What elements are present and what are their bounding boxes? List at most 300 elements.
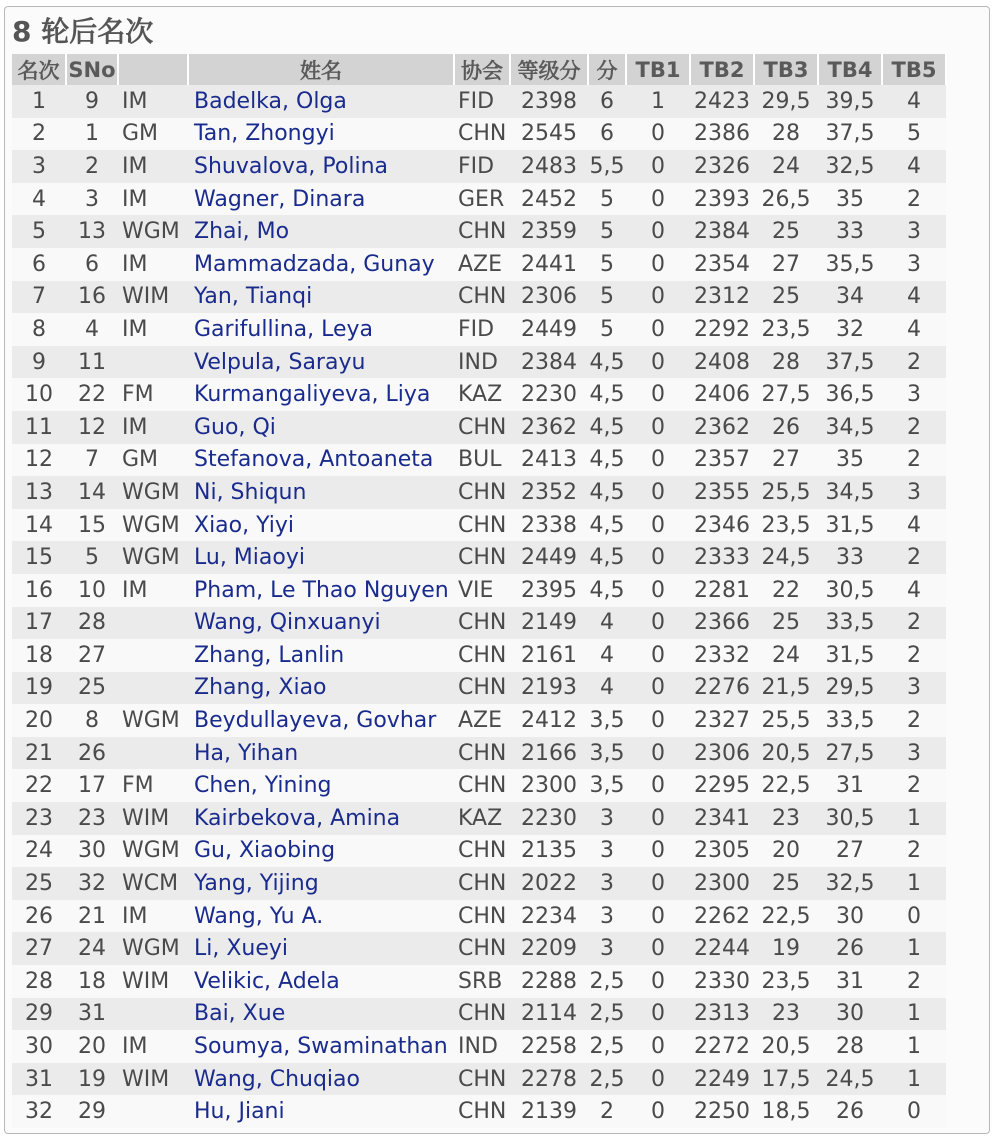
cell-federation: CHN (454, 639, 510, 672)
cell-title: FM (118, 378, 188, 411)
cell-tb4: 34,5 (818, 476, 882, 509)
cell-points: 4 (588, 639, 626, 672)
cell-points: 4,5 (588, 444, 626, 477)
cell-rank: 25 (12, 867, 66, 900)
cell-tb2: 2327 (690, 704, 754, 737)
cell-tb3: 25,5 (754, 476, 818, 509)
cell-points: 3 (588, 802, 626, 835)
cell-tb2: 2384 (690, 215, 754, 248)
cell-tb5: 2 (882, 835, 946, 868)
cell-rank: 1 (12, 85, 66, 118)
cell-tb4: 26 (818, 932, 882, 965)
table-row (12, 672, 946, 705)
cell-tb4: 33 (818, 215, 882, 248)
cell-title (118, 1095, 188, 1128)
cell-tb2: 2249 (690, 1063, 754, 1096)
cell-title (118, 737, 188, 770)
cell-tb5: 3 (882, 737, 946, 770)
player-name-link[interactable]: Xiao, Yiyi (188, 509, 454, 542)
cell-tb2: 2276 (690, 672, 754, 705)
player-name-link[interactable]: Chen, Yining (188, 769, 454, 802)
cell-sno: 29 (66, 1095, 118, 1128)
header-points[interactable]: 分 (588, 54, 626, 85)
player-name-link[interactable]: Zhang, Lanlin (188, 639, 454, 672)
cell-tb4: 27,5 (818, 737, 882, 770)
cell-federation: CHN (454, 998, 510, 1031)
cell-tb5: 2 (882, 444, 946, 477)
cell-tb3: 26 (754, 411, 818, 444)
cell-sno: 28 (66, 607, 118, 640)
player-name-link[interactable]: Stefanova, Antoaneta (188, 444, 454, 477)
table-row (12, 541, 946, 574)
cell-tb1: 0 (626, 215, 690, 248)
cell-federation: CHN (454, 867, 510, 900)
cell-title: IM (118, 574, 188, 607)
cell-sno: 31 (66, 998, 118, 1031)
cell-sno: 1 (66, 118, 118, 151)
table-row (12, 215, 946, 248)
cell-title: IM (118, 411, 188, 444)
player-name-link[interactable]: Zhai, Mo (188, 215, 454, 248)
cell-title (118, 346, 188, 379)
table-row (12, 444, 946, 477)
cell-tb3: 22,5 (754, 900, 818, 933)
cell-sno: 12 (66, 411, 118, 444)
cell-sno: 4 (66, 313, 118, 346)
cell-tb1: 0 (626, 150, 690, 183)
cell-title (118, 639, 188, 672)
cell-tb5: 3 (882, 215, 946, 248)
table-row (12, 85, 946, 118)
cell-points: 4,5 (588, 476, 626, 509)
cell-title (118, 607, 188, 640)
table-row (12, 118, 946, 151)
cell-rank: 13 (12, 476, 66, 509)
cell-tb2: 2272 (690, 1030, 754, 1063)
cell-tb1: 0 (626, 1063, 690, 1096)
cell-tb3: 27 (754, 444, 818, 477)
cell-tb4: 34 (818, 281, 882, 314)
player-name-link[interactable]: Pham, Le Thao Nguyen (188, 574, 454, 607)
table-row (12, 1030, 946, 1063)
cell-rating: 2398 (510, 85, 588, 118)
cell-tb4: 32,5 (818, 867, 882, 900)
cell-tb2: 2362 (690, 411, 754, 444)
cell-tb4: 35 (818, 444, 882, 477)
header-rank[interactable]: 名次 (12, 54, 66, 85)
cell-sno: 5 (66, 541, 118, 574)
cell-tb5: 3 (882, 248, 946, 281)
cell-federation: FID (454, 150, 510, 183)
cell-tb4: 37,5 (818, 346, 882, 379)
table-row (12, 639, 946, 672)
cell-tb3: 25 (754, 215, 818, 248)
cell-rating: 2114 (510, 998, 588, 1031)
cell-federation: AZE (454, 248, 510, 281)
cell-tb3: 25 (754, 867, 818, 900)
cell-tb2: 2313 (690, 998, 754, 1031)
cell-rating: 2483 (510, 150, 588, 183)
header-tb4[interactable]: TB4 (818, 54, 882, 85)
player-name-link[interactable]: Shuvalova, Polina (188, 150, 454, 183)
cell-tb2: 2346 (690, 509, 754, 542)
cell-sno: 22 (66, 378, 118, 411)
cell-tb4: 30 (818, 900, 882, 933)
player-name-link[interactable]: Garifullina, Leya (188, 313, 454, 346)
cell-tb3: 20,5 (754, 1030, 818, 1063)
cell-sno: 7 (66, 444, 118, 477)
cell-title: WGM (118, 541, 188, 574)
cell-points: 2,5 (588, 965, 626, 998)
table-row (12, 346, 946, 379)
cell-tb5: 1 (882, 1063, 946, 1096)
cell-tb5: 1 (882, 867, 946, 900)
table-row (12, 998, 946, 1031)
table-row (12, 1095, 946, 1128)
cell-title: WGM (118, 932, 188, 965)
table-row (12, 574, 946, 607)
cell-federation: CHN (454, 672, 510, 705)
cell-rating: 2193 (510, 672, 588, 705)
cell-tb3: 23,5 (754, 509, 818, 542)
cell-points: 4,5 (588, 541, 626, 574)
cell-tb5: 2 (882, 346, 946, 379)
cell-rating: 2209 (510, 932, 588, 965)
cell-tb5: 0 (882, 1095, 946, 1128)
cell-rank: 6 (12, 248, 66, 281)
cell-rank: 22 (12, 769, 66, 802)
table-row (12, 737, 946, 770)
cell-rank: 30 (12, 1030, 66, 1063)
table-row (12, 769, 946, 802)
cell-rank: 20 (12, 704, 66, 737)
cell-tb2: 2306 (690, 737, 754, 770)
cell-tb1: 0 (626, 183, 690, 216)
cell-tb3: 24,5 (754, 541, 818, 574)
cell-title: IM (118, 313, 188, 346)
cell-tb1: 1 (626, 85, 690, 118)
cell-federation: AZE (454, 704, 510, 737)
cell-points: 4 (588, 672, 626, 705)
player-name-link[interactable]: Mammadzada, Gunay (188, 248, 454, 281)
cell-title: WIM (118, 281, 188, 314)
player-name-link[interactable]: Bai, Xue (188, 998, 454, 1031)
cell-sno: 32 (66, 867, 118, 900)
cell-federation: CHN (454, 1095, 510, 1128)
cell-tb3: 24 (754, 150, 818, 183)
cell-sno: 24 (66, 932, 118, 965)
table-row (12, 248, 946, 281)
table-row (12, 378, 946, 411)
cell-tb2: 2393 (690, 183, 754, 216)
cell-tb2: 2262 (690, 900, 754, 933)
player-name-link[interactable]: Kurmangaliyeva, Liya (188, 378, 454, 411)
cell-rating: 2395 (510, 574, 588, 607)
player-name-link[interactable]: Wang, Qinxuanyi (188, 607, 454, 640)
cell-tb5: 1 (882, 1030, 946, 1063)
cell-tb2: 2244 (690, 932, 754, 965)
cell-tb1: 0 (626, 769, 690, 802)
player-name-link[interactable]: Wang, Chuqiao (188, 1063, 454, 1096)
cell-tb5: 2 (882, 411, 946, 444)
cell-points: 5 (588, 281, 626, 314)
cell-rank: 16 (12, 574, 66, 607)
cell-rank: 18 (12, 639, 66, 672)
cell-rank: 7 (12, 281, 66, 314)
standings-table (12, 54, 947, 1128)
cell-tb4: 31,5 (818, 509, 882, 542)
cell-federation: CHN (454, 281, 510, 314)
player-name-link[interactable]: Li, Xueyi (188, 932, 454, 965)
cell-tb3: 23 (754, 802, 818, 835)
cell-tb4: 31,5 (818, 639, 882, 672)
cell-tb2: 2357 (690, 444, 754, 477)
cell-tb5: 2 (882, 704, 946, 737)
cell-rank: 32 (12, 1095, 66, 1128)
cell-tb2: 2295 (690, 769, 754, 802)
cell-title: IM (118, 248, 188, 281)
cell-tb3: 25,5 (754, 704, 818, 737)
cell-tb3: 25 (754, 607, 818, 640)
cell-title: IM (118, 1030, 188, 1063)
header-tb5[interactable]: TB5 (882, 54, 946, 85)
cell-points: 5 (588, 313, 626, 346)
cell-points: 3 (588, 867, 626, 900)
cell-tb1: 0 (626, 867, 690, 900)
cell-rating: 2166 (510, 737, 588, 770)
cell-sno: 14 (66, 476, 118, 509)
cell-tb3: 17,5 (754, 1063, 818, 1096)
cell-federation: CHN (454, 932, 510, 965)
cell-sno: 23 (66, 802, 118, 835)
cell-title: IM (118, 183, 188, 216)
cell-rank: 8 (12, 313, 66, 346)
cell-tb4: 28 (818, 1030, 882, 1063)
cell-sno: 8 (66, 704, 118, 737)
cell-tb4: 27 (818, 835, 882, 868)
player-name-link[interactable]: Wagner, Dinara (188, 183, 454, 216)
cell-rating: 2362 (510, 411, 588, 444)
cell-rating: 2288 (510, 965, 588, 998)
cell-tb4: 24,5 (818, 1063, 882, 1096)
header-tb3[interactable]: TB3 (754, 54, 818, 85)
cell-points: 2,5 (588, 1063, 626, 1096)
cell-federation: CHN (454, 411, 510, 444)
cell-tb5: 3 (882, 672, 946, 705)
cell-rank: 19 (12, 672, 66, 705)
cell-federation: KAZ (454, 378, 510, 411)
cell-sno: 13 (66, 215, 118, 248)
player-name-link[interactable]: Hu, Jiani (188, 1095, 454, 1128)
cell-tb1: 0 (626, 998, 690, 1031)
player-name-link[interactable]: Tan, Zhongyi (188, 118, 454, 151)
cell-rating: 2384 (510, 346, 588, 379)
cell-points: 4,5 (588, 574, 626, 607)
player-name-link[interactable]: Soumya, Swaminathan (188, 1030, 454, 1063)
cell-tb1: 0 (626, 900, 690, 933)
player-name-link[interactable]: Badelka, Olga (188, 85, 454, 118)
cell-points: 5 (588, 183, 626, 216)
cell-tb3: 21,5 (754, 672, 818, 705)
player-name-link[interactable]: Wang, Yu A. (188, 900, 454, 933)
header-rating[interactable]: 等级分 (510, 54, 588, 85)
player-name-link[interactable]: Yan, Tianqi (188, 281, 454, 314)
cell-points: 4,5 (588, 509, 626, 542)
cell-rating: 2452 (510, 183, 588, 216)
cell-points: 2,5 (588, 1030, 626, 1063)
cell-points: 5 (588, 215, 626, 248)
cell-title: WGM (118, 704, 188, 737)
cell-federation: CHN (454, 541, 510, 574)
cell-tb5: 4 (882, 150, 946, 183)
cell-tb1: 0 (626, 835, 690, 868)
cell-rank: 4 (12, 183, 66, 216)
cell-rating: 2449 (510, 541, 588, 574)
cell-tb5: 1 (882, 932, 946, 965)
header-title (118, 54, 188, 85)
cell-rating: 2359 (510, 215, 588, 248)
table-row (12, 150, 946, 183)
cell-title: WGM (118, 509, 188, 542)
cell-tb4: 31 (818, 769, 882, 802)
cell-title: GM (118, 444, 188, 477)
cell-rank: 27 (12, 932, 66, 965)
table-row (12, 704, 946, 737)
cell-rank: 31 (12, 1063, 66, 1096)
cell-rating: 2161 (510, 639, 588, 672)
cell-sno: 21 (66, 900, 118, 933)
cell-tb3: 24 (754, 639, 818, 672)
page-title: 8 轮后名次 (12, 15, 154, 48)
cell-tb2: 2250 (690, 1095, 754, 1128)
player-name-link[interactable]: Ni, Shiqun (188, 476, 454, 509)
cell-federation: IND (454, 346, 510, 379)
cell-sno: 6 (66, 248, 118, 281)
cell-tb5: 2 (882, 541, 946, 574)
header-tb1[interactable]: TB1 (626, 54, 690, 85)
cell-tb1: 0 (626, 672, 690, 705)
table-row (12, 509, 946, 542)
cell-tb1: 0 (626, 802, 690, 835)
cell-sno: 16 (66, 281, 118, 314)
cell-tb2: 2386 (690, 118, 754, 151)
player-name-link[interactable]: Kairbekova, Amina (188, 802, 454, 835)
cell-rank: 23 (12, 802, 66, 835)
player-name-link[interactable]: Yang, Yijing (188, 867, 454, 900)
cell-tb3: 25 (754, 281, 818, 314)
cell-tb5: 2 (882, 607, 946, 640)
table-row (12, 313, 946, 346)
cell-tb3: 28 (754, 118, 818, 151)
cell-tb1: 0 (626, 118, 690, 151)
cell-tb1: 0 (626, 476, 690, 509)
cell-federation: CHN (454, 476, 510, 509)
header-sno[interactable]: SNo (66, 54, 118, 85)
cell-points: 3,5 (588, 769, 626, 802)
cell-federation: IND (454, 1030, 510, 1063)
cell-sno: 15 (66, 509, 118, 542)
cell-tb1: 0 (626, 1095, 690, 1128)
cell-rank: 5 (12, 215, 66, 248)
cell-federation: VIE (454, 574, 510, 607)
cell-tb1: 0 (626, 509, 690, 542)
player-name-link[interactable]: Ha, Yihan (188, 737, 454, 770)
cell-tb1: 0 (626, 346, 690, 379)
header-name[interactable]: 姓名 (188, 54, 454, 85)
cell-tb5: 0 (882, 900, 946, 933)
cell-tb2: 2330 (690, 965, 754, 998)
cell-federation: SRB (454, 965, 510, 998)
player-name-link[interactable]: Velpula, Sarayu (188, 346, 454, 379)
header-federation[interactable]: 协会 (454, 54, 510, 85)
player-name-link[interactable]: Gu, Xiaobing (188, 835, 454, 868)
cell-tb1: 0 (626, 411, 690, 444)
cell-tb4: 32 (818, 313, 882, 346)
player-name-link[interactable]: Guo, Qi (188, 411, 454, 444)
cell-tb4: 36,5 (818, 378, 882, 411)
cell-sno: 20 (66, 1030, 118, 1063)
cell-tb2: 2292 (690, 313, 754, 346)
cell-tb3: 23,5 (754, 313, 818, 346)
table-row (12, 900, 946, 933)
cell-sno: 3 (66, 183, 118, 216)
cell-title: WGM (118, 476, 188, 509)
cell-tb2: 2366 (690, 607, 754, 640)
cell-tb2: 2326 (690, 150, 754, 183)
cell-title: GM (118, 118, 188, 151)
cell-points: 4 (588, 607, 626, 640)
cell-rank: 15 (12, 541, 66, 574)
player-name-link[interactable]: Beydullayeva, Govhar (188, 704, 454, 737)
cell-tb2: 2408 (690, 346, 754, 379)
cell-sno: 11 (66, 346, 118, 379)
cell-tb1: 0 (626, 313, 690, 346)
cell-rank: 28 (12, 965, 66, 998)
cell-tb3: 22 (754, 574, 818, 607)
header-tb2[interactable]: TB2 (690, 54, 754, 85)
table-row (12, 835, 946, 868)
cell-tb2: 2305 (690, 835, 754, 868)
cell-federation: CHN (454, 737, 510, 770)
cell-tb3: 27,5 (754, 378, 818, 411)
cell-tb4: 30 (818, 998, 882, 1031)
cell-sno: 27 (66, 639, 118, 672)
cell-title: WIM (118, 1063, 188, 1096)
cell-tb3: 28 (754, 346, 818, 379)
cell-federation: CHN (454, 509, 510, 542)
cell-tb4: 31 (818, 965, 882, 998)
player-name-link[interactable]: Velikic, Adela (188, 965, 454, 998)
table-row (12, 607, 946, 640)
player-name-link[interactable]: Lu, Miaoyi (188, 541, 454, 574)
table-row (12, 1063, 946, 1096)
cell-rank: 14 (12, 509, 66, 542)
cell-rank: 3 (12, 150, 66, 183)
cell-tb4: 37,5 (818, 118, 882, 151)
cell-tb1: 0 (626, 737, 690, 770)
cell-title: IM (118, 900, 188, 933)
cell-tb4: 32,5 (818, 150, 882, 183)
cell-points: 3 (588, 900, 626, 933)
cell-tb1: 0 (626, 704, 690, 737)
cell-tb3: 23,5 (754, 965, 818, 998)
player-name-link[interactable]: Zhang, Xiao (188, 672, 454, 705)
cell-title: WGM (118, 215, 188, 248)
cell-tb3: 22,5 (754, 769, 818, 802)
cell-federation: KAZ (454, 802, 510, 835)
cell-federation: CHN (454, 1063, 510, 1096)
cell-rating: 2258 (510, 1030, 588, 1063)
